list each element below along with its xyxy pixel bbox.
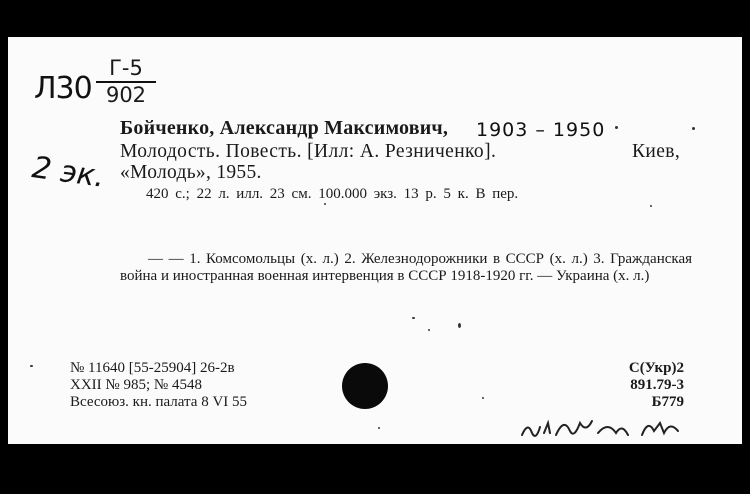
ink-speck	[324, 203, 326, 205]
classification-code: С(Укр)2	[628, 360, 684, 376]
author-mark: Б779	[651, 394, 684, 410]
ink-speck	[692, 127, 695, 130]
udc-code: 891.79-3	[630, 377, 684, 393]
shelf-mark: Л30	[34, 71, 92, 106]
classification-info	[629, 360, 684, 411]
ink-speck	[458, 323, 461, 328]
subject-lead: — — 1. Комсомольцы (х. л.) 2. Железнодорожники в СССР	[148, 251, 545, 267]
shelf-mark-fraction	[96, 57, 156, 107]
subject-headings	[120, 251, 692, 285]
registration-line: XXII № 985; № 4548	[70, 377, 202, 393]
ink-speck	[650, 205, 652, 207]
title-line	[120, 141, 681, 163]
collation-line: 420 с.; 22 л. илл. 23 см. 100.000 экз. 13 р. 5 к. В пер.	[146, 186, 519, 202]
ink-speck	[30, 365, 33, 367]
author-dates: 1903 – 1950	[476, 119, 606, 141]
catalog-card	[8, 37, 742, 444]
title-text: Молодость. Повесть. [Илл: А. Резниченко].	[120, 141, 497, 162]
publisher-line: «Молодь», 1955.	[120, 162, 262, 183]
ink-speck	[378, 427, 380, 429]
registration-line: Всесоюз. кн. палата 8 VI 55	[70, 394, 248, 410]
ink-speck	[412, 317, 415, 319]
registration-line: № 11640 [55-25904] 26-2в	[70, 360, 235, 376]
punch-hole	[342, 363, 388, 409]
handwritten-scrawl	[516, 409, 696, 443]
registration-info	[70, 360, 247, 411]
ink-speck	[482, 397, 484, 399]
shelf-mark-top: Г-5	[96, 57, 156, 83]
shelf-mark-bottom: 902	[105, 83, 147, 107]
ink-speck	[615, 126, 618, 129]
ink-speck	[428, 329, 430, 331]
author-name: Бойченко, Александр Максимович,	[120, 117, 449, 139]
subject-rest: (х. л.) 3. Гражданская война и иностранная военная интервенция в СССР 1918-1920 гг. — Украина (х. л.)	[120, 251, 692, 284]
margin-note: 2 эк.	[29, 150, 107, 195]
publication-place: Киев,	[632, 141, 681, 162]
